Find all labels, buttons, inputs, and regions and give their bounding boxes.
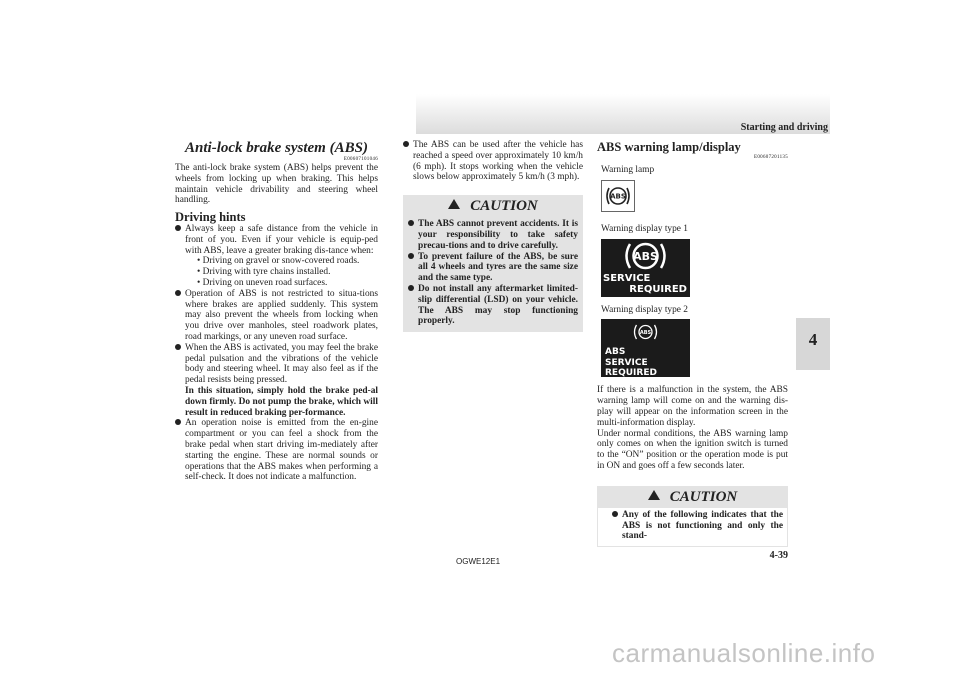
left-column <box>175 140 378 483</box>
warning-triangle-icon <box>448 199 460 209</box>
hint-item <box>175 289 378 343</box>
caution-item <box>408 284 578 327</box>
driving-hints-heading: Driving hints <box>175 210 246 225</box>
warning-display-type1 <box>601 239 690 297</box>
display1-line2: SERVICE <box>603 272 651 284</box>
hint-text: An operation noise is emitted from the en-gine compartment or you can feel a shock from the brake pedal when start driving im-mediately after starting the engine. These are normal sounds or operations that the ABS makes when performing a self-check. It does not indicate a malfunction. <box>185 418 378 483</box>
hint-text: When the ABS is activated, you may feel the brake pedal pulsation and the vibrations of the vehicle body and steering wheel. It may also feel as if the pedal resists being pressed. <box>185 342 378 386</box>
section-title: Starting and driving <box>740 122 828 133</box>
display2-icon-text: ABS <box>639 330 652 337</box>
middle-column <box>403 140 583 332</box>
display2-line1: ABS <box>605 347 626 358</box>
caution-text: The ABS cannot prevent accidents. It is your responsibility to take safety precau-tions and to drive carefully. <box>418 219 578 251</box>
abs-intro: The anti-lock brake system (ABS) helps prevent the wheels from locking up when braking. This helps maintain vehicle drivability and steering wheel handling. <box>175 163 378 206</box>
abs-code: E00607101046 <box>343 157 378 162</box>
hint-text: Operation of ABS is not restricted to situa-tions where brakes are applied suddenly. This system may also prevent the wheels from locking when you drive over manholes, steel roadwork plates, road markings, or any uneven road surface. <box>185 288 378 342</box>
lamp-icon-text: ABS <box>610 192 626 201</box>
caution-text: To prevent failure of the ABS, be sure all 4 wheels and tyres are the same size and the same type. <box>418 251 578 284</box>
hint-sub-item: • Driving on uneven road surfaces. <box>197 277 328 288</box>
caution-box-2 <box>597 486 788 547</box>
abs-title: Anti-lock brake system (ABS) <box>185 140 368 156</box>
abs-display1-icon <box>601 239 690 273</box>
caution-text: Do not install any aftermarket limited-slip differential (LSD) on your vehicle. The ABS may stop functioning properly. <box>418 283 578 327</box>
caution-header <box>403 195 583 217</box>
normal-conditions-paragraph: Under normal conditions, the ABS warning lamp only comes on when the ignition switch is turned to the “ON” position or the operation mode is put in ON and goes off a few seconds later. <box>597 428 788 471</box>
caution-item <box>408 252 578 284</box>
chapter-number: 4 <box>808 330 818 349</box>
hint-text: Always keep a safe distance from the vehicle in front of you. Even if your vehicle is equip-ped with ABS, leave a greater braking dis-tance when: <box>185 223 378 256</box>
chapter-tab <box>796 318 830 370</box>
bullet-icon <box>612 511 618 517</box>
hint-sub-item: • Driving on gravel or snow-covered roads. <box>197 256 360 267</box>
abs-display2-icon <box>601 321 690 345</box>
abs-warning-heading: ABS warning lamp/display <box>597 140 741 154</box>
right-column <box>597 140 788 547</box>
display1-line3: REQUIRED <box>629 283 687 295</box>
display2-line2: SERVICE REQUIRED <box>605 358 657 379</box>
caution-body-2 <box>597 508 788 547</box>
hint-item <box>175 343 378 419</box>
warning-display-type2 <box>601 319 690 377</box>
doc-code: OGWE12E1 <box>456 557 501 566</box>
bullet-icon <box>403 141 409 147</box>
caution-title-2: CAUTION <box>669 488 738 505</box>
caution-item <box>612 510 783 542</box>
display2-label: Warning display type 2 <box>601 304 688 315</box>
lamp-label: Warning lamp <box>601 165 655 175</box>
watermark: carmanualsonline.info <box>612 638 876 668</box>
hint-item <box>175 418 378 483</box>
caution-header-2 <box>597 486 788 508</box>
display1-label: Warning display type 1 <box>601 223 688 234</box>
caution-body <box>403 217 583 332</box>
page-number: 4-39 <box>769 550 788 561</box>
speed-text: The ABS can be used after the vehicle has reached a speed over approximately 10 km/h (6 mph). It stops working when the vehicle slows below approximately 5 km/h (3 mph). <box>413 140 583 183</box>
malfunction-paragraph: If there is a malfunction in the system, the ABS warning lamp will come on and the warning dis-play will appear on the information screen in the multi-information display. <box>597 385 788 428</box>
bullet-icon <box>408 220 414 226</box>
abs-lamp-icon <box>601 180 635 212</box>
warning-triangle-icon <box>648 490 660 500</box>
bullet-icon <box>175 225 181 231</box>
caution-title: CAUTION <box>470 198 538 215</box>
hint-item <box>175 224 378 289</box>
hint-bold-text: In this situation, simply hold the brake ped-al down firmly. Do not pump the brake, which will result in reduced braking per-formance. <box>185 385 378 418</box>
caution-item <box>408 219 578 251</box>
bullet-icon <box>408 253 414 259</box>
bullet-icon <box>175 290 181 296</box>
caution-text: Any of the following indicates that the ABS is not functioning and only the stand- <box>622 509 783 542</box>
hint-sub-item: • Driving with tyre chains installed. <box>197 267 331 278</box>
bullet-icon <box>175 419 181 425</box>
bullet-icon <box>408 285 414 291</box>
speed-bullet <box>403 140 583 183</box>
display1-line1: ABS <box>633 249 658 263</box>
abs-warning-code: E00607201135 <box>754 155 788 160</box>
bullet-icon <box>175 344 181 350</box>
caution-box <box>403 195 583 332</box>
